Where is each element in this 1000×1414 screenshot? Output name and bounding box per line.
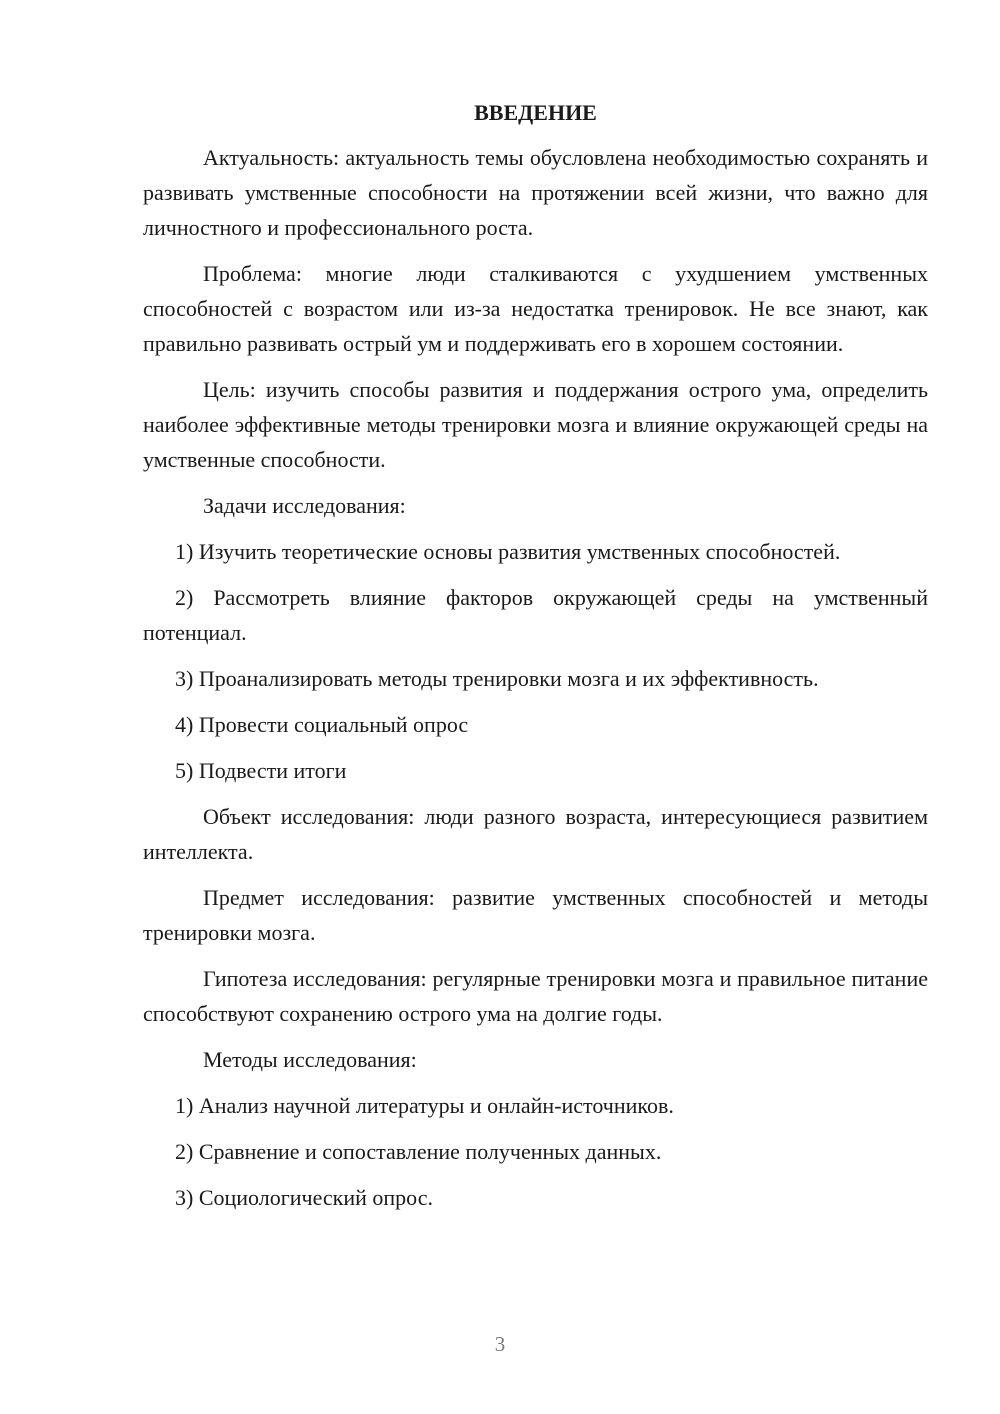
task-item-2: 2) Рассмотреть влияние факторов окружающей среды на умственный потенциал. — [143, 585, 928, 645]
page-content — [143, 95, 928, 1226]
task-item-1: 1) Изучить теоретические основы развития умственных способностей. — [175, 539, 841, 564]
task-item-5: 5) Подвести итоги — [175, 758, 347, 783]
paragraph-problem: Проблема: многие люди сталкиваются с ухудшением умственных способностей с возрастом или из-за недостатка тренировок. Не все знают, как правильно развивать острый ум и поддерживать его в хорошем состоянии. — [143, 261, 928, 356]
paragraph-goal: Цель: изучить способы развития и поддержания острого ума, определить наиболее эффективные методы тренировки мозга и влияние окружающей среды на умственные способности. — [143, 377, 928, 472]
tasks-heading: Задачи исследования: — [203, 493, 406, 518]
paragraph-relevance: Актуальность: актуальность темы обусловлена необходимостью сохранять и развивать умственные способности на протяжении всей жизни, что важно для личностного и профессионального роста. — [143, 145, 928, 240]
method-item-2: 2) Сравнение и сопоставление полученных данных. — [175, 1139, 662, 1164]
page-number: 3 — [494, 1332, 506, 1356]
page-title: ВВЕДЕНИЕ — [474, 100, 597, 125]
paragraph-object: Объект исследования: люди разного возраста, интересующиеся развитием интеллекта. — [143, 804, 928, 864]
methods-heading: Методы исследования: — [203, 1047, 417, 1072]
task-item-4: 4) Провести социальный опрос — [175, 712, 469, 737]
paragraph-subject: Предмет исследования: развитие умственных способностей и методы тренировки мозга. — [143, 885, 928, 945]
paragraph-hypothesis: Гипотеза исследования: регулярные тренировки мозга и правильное питание способствуют сохранению острого ума на долгие годы. — [143, 966, 928, 1026]
method-item-1: 1) Анализ научной литературы и онлайн-источников. — [175, 1093, 674, 1118]
task-item-3: 3) Проанализировать методы тренировки мозга и их эффективность. — [175, 666, 819, 691]
method-item-3: 3) Социологический опрос. — [175, 1185, 433, 1210]
